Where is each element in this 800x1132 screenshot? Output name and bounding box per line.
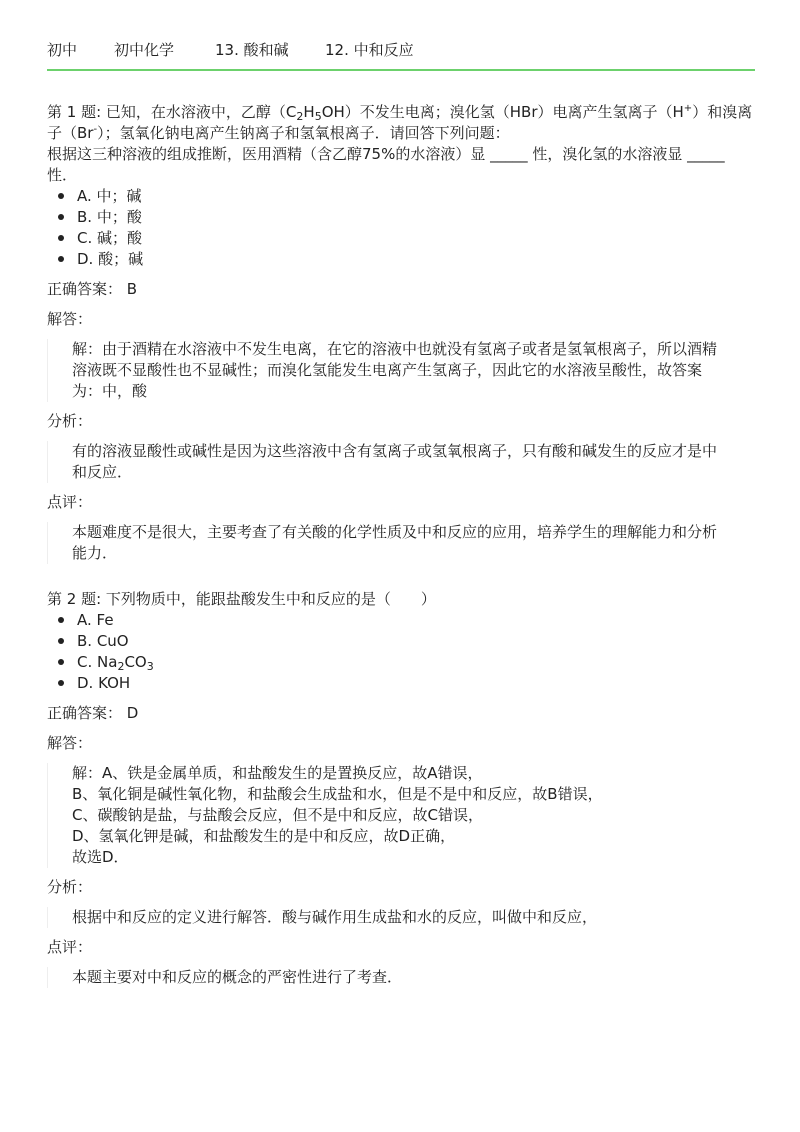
question-1-label: 第 1 题: xyxy=(47,103,102,121)
stem-superscript: - xyxy=(93,124,98,135)
analysis-label: 分析： xyxy=(47,412,93,430)
question-1-answer xyxy=(47,279,755,300)
analysis-label: 分析： xyxy=(47,878,93,896)
breadcrumb-item-chapter[interactable]: 13. 酸和碱 xyxy=(215,41,289,59)
question-1-stem-line2: 根据这三种溶液的组成推断，医用酒精（含乙醇75%的水溶液）显 _____ 性，溴化氢的水溶液显 _____ 性． xyxy=(47,145,725,184)
option-a: A. 中；碱 xyxy=(47,186,755,207)
comment-label: 点评： xyxy=(47,938,93,956)
analysis-text: 根据中和反应的定义进行解答．酸与碱作用生成盐和水的反应，叫做中和反应， xyxy=(47,907,755,928)
option-c-text: C. Na xyxy=(77,653,118,671)
stem-text: ）和溴离子（Br xyxy=(47,103,753,142)
option-b: B. 中；酸 xyxy=(47,207,755,228)
stem-subscript: 5 xyxy=(314,110,322,123)
solution-line: C、碳酸钠是盐，与盐酸会反应，但不是中和反应，故C错误， xyxy=(72,806,483,824)
option-c-subscript: 2 xyxy=(117,660,125,673)
option-c-subscript: 3 xyxy=(146,660,154,673)
answer-value: B xyxy=(126,280,138,298)
solution-line: B、氧化铜是碱性氧化物，和盐酸会生成盐和水，但是不是中和反应，故B错误， xyxy=(72,785,603,803)
solution-label: 解答： xyxy=(47,310,93,328)
solution-line: 解：A、铁是金属单质，和盐酸发生的是置换反应，故A错误， xyxy=(72,764,483,782)
breadcrumb xyxy=(47,40,755,62)
option-c: C. 碱；酸 xyxy=(47,228,755,249)
question-1-options xyxy=(47,186,755,270)
question-2-stem xyxy=(47,589,755,610)
stem-text: 下列物质中，能跟盐酸发生中和反应的是（ ） xyxy=(105,590,436,608)
option-a: A. Fe xyxy=(47,610,755,631)
option-c xyxy=(47,652,755,673)
question-2-options xyxy=(47,610,755,694)
content xyxy=(47,102,755,988)
answer-label: 正确答案： xyxy=(47,280,123,298)
comment-text: 本题主要对中和反应的概念的严密性进行了考查． xyxy=(47,967,755,988)
solution-text: 解：由于酒精在水溶液中不发生电离，在它的溶液中也就没有氢离子或者是氢氧根离子，所以酒精溶液既不显酸性也不显碱性；而溴化氢能发生电离产生氢离子，因此它的水溶液呈酸性，故答案为：中，酸 xyxy=(47,339,755,402)
question-1 xyxy=(47,102,755,564)
stem-text: OH）不发生电离；溴化氢（HBr）电离产生氢离子（H xyxy=(321,103,684,121)
stem-text: ）；氢氧化钠电离产生钠离子和氢氧根离子．请回答下列问题： xyxy=(97,124,510,142)
option-d: D. KOH xyxy=(47,673,755,694)
question-2-label: 第 2 题: xyxy=(47,590,102,608)
solution-line: 故选D． xyxy=(72,848,129,866)
stem-text: 已知，在水溶液中，乙醇（C xyxy=(105,103,297,121)
stem-subscript: 2 xyxy=(296,110,304,123)
comment-text: 本题难度不是很大，主要考查了有关酸的化学性质及中和反应的应用，培养学生的理解能力和分析能力． xyxy=(47,522,755,564)
option-d: D. 酸；碱 xyxy=(47,249,755,270)
option-c-text: CO xyxy=(124,653,147,671)
answer-label: 正确答案： xyxy=(47,704,123,722)
solution-label: 解答： xyxy=(47,734,93,752)
stem-superscript: + xyxy=(683,103,693,114)
breadcrumb-item-subject[interactable]: 初中化学 xyxy=(114,41,175,59)
question-1-stem xyxy=(47,102,755,144)
breadcrumb-item-stage[interactable]: 初中 xyxy=(47,41,78,59)
option-b: B. CuO xyxy=(47,631,755,652)
header-divider xyxy=(47,69,755,71)
solution-text xyxy=(47,763,755,868)
comment-label: 点评： xyxy=(47,493,93,511)
question-2 xyxy=(47,589,755,988)
question-2-answer xyxy=(47,703,755,724)
breadcrumb-item-section[interactable]: 12. 中和反应 xyxy=(325,41,414,59)
answer-value: D xyxy=(126,704,139,722)
solution-line: D、氢氧化钾是碱，和盐酸发生的是中和反应，故D正确， xyxy=(72,827,456,845)
stem-text: H xyxy=(303,103,315,121)
analysis-text: 有的溶液显酸性或碱性是因为这些溶液中含有氢离子或氢氧根离子，只有酸和碱发生的反应才是中和反应． xyxy=(47,441,755,483)
